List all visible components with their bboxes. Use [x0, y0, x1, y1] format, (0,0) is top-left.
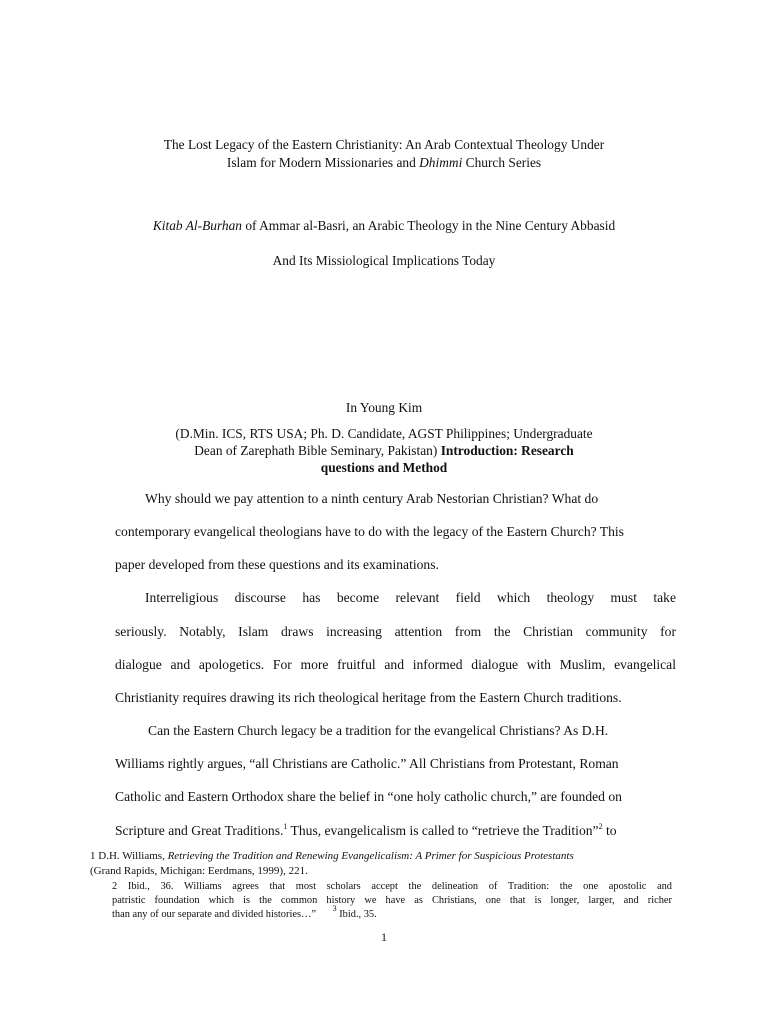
- paragraph-1-line-1: Why should we pay attention to a ninth century Arab Nestorian Christian? What do: [145, 491, 599, 506]
- document-subtitle-line-2: And Its Missiological Implications Today: [272, 253, 496, 268]
- author-affiliation-line-2: Dean of Zarephath Bible Seminary, Pakistan) Introduction: Research: [194, 443, 574, 458]
- footnote-1-line-2: (Grand Rapids, Michigan: Eerdmans, 1999), 221.: [90, 865, 308, 877]
- document-subtitle: Kitab Al-Burhan of Ammar al-Basri, an Arabic Theology in the Nine Century Abbasid: [152, 218, 616, 233]
- paragraph-1-line-3: paper developed from these questions and its examinations.: [115, 557, 439, 572]
- author-name: In Young Kim: [345, 400, 423, 415]
- dhimmi-term: Dhimmi: [419, 155, 463, 170]
- paragraph-3-line-3: Catholic and Eastern Orthodox share the belief in “one holy catholic church,” are founded on: [115, 789, 622, 804]
- footnote-1-book-title: Retrieving the Tradition and Renewing Evangelicalism: A Primer for Suspicious Protestants: [167, 850, 574, 862]
- paragraph-3-line-2: Williams rightly argues, “all Christians are Catholic.” All Christians from Protestant, Roman: [115, 756, 619, 771]
- paragraph-1-line-2: contemporary evangelical theologians have to do with the legacy of the Eastern Church? This: [115, 524, 624, 539]
- document-title-line-2: Islam for Modern Missionaries and Dhimmi Church Series: [226, 155, 542, 170]
- paragraph-3-line-4: Scripture and Great Traditions.$^1$ Thus, evangelicalism is called to “retrieve the Tradition”$^2$ to: [115, 822, 617, 838]
- paragraph-2-line-2: seriously. Notably, Islam draws increasing attention from the Christian community for: [115, 624, 676, 639]
- footnote-3: Ibid., 35.: [336, 909, 377, 920]
- section-heading: Introduction: Research: [440, 443, 574, 458]
- paragraph-2-line-1: Interreligious discourse has become relevant field which theology must take: [145, 590, 676, 605]
- document-title: [0, 137, 768, 153]
- kitab-al-burhan-term: Kitab Al-Burhan: [152, 218, 243, 233]
- title-line-1: The Lost Legacy of the Eastern Christianity: An Arab Contextual Theology Under: [163, 137, 605, 152]
- paragraph-2-line-4: Christianity requires drawing its rich theological heritage from the Eastern Church traditions.: [115, 690, 622, 705]
- page-number: 1: [381, 930, 387, 944]
- author-affiliation-line-1: (D.Min. ICS, RTS USA; Ph. D. Candidate, AGST Philippines; Undergraduate: [175, 426, 593, 441]
- footnote-ref-3: 3: [332, 904, 337, 913]
- footnote-ref-1[interactable]: 1: [283, 822, 288, 831]
- paragraph-3-line-1: Can the Eastern Church legacy be a tradition for the evangelical Christians? As D.H.: [148, 723, 609, 738]
- paragraph-2-line-3: dialogue and apologetics. For more fruitful and informed dialogue with Muslim, evangelical: [115, 657, 676, 672]
- footnote-1: 1 D.H. Williams, Retrieving the Tradition and Renewing Evangelicalism: A Primer for Suspicious Protestants: [90, 850, 574, 862]
- footnote-ref-2[interactable]: 2: [598, 822, 603, 831]
- section-heading-line-2: questions and Method: [320, 460, 448, 475]
- footnote-2-line-3: than any of our separate and divided histories…” $^3$ Ibid., 35.: [112, 904, 377, 920]
- footnote-2-line-2: patristic foundation which is the common history we have as Christians, one that is longer, larger, and richer: [112, 895, 672, 906]
- footnote-2: 2 Ibid., 36. Williams agrees that most scholars accept the delineation of Tradition: the one apostolic and: [112, 881, 672, 892]
